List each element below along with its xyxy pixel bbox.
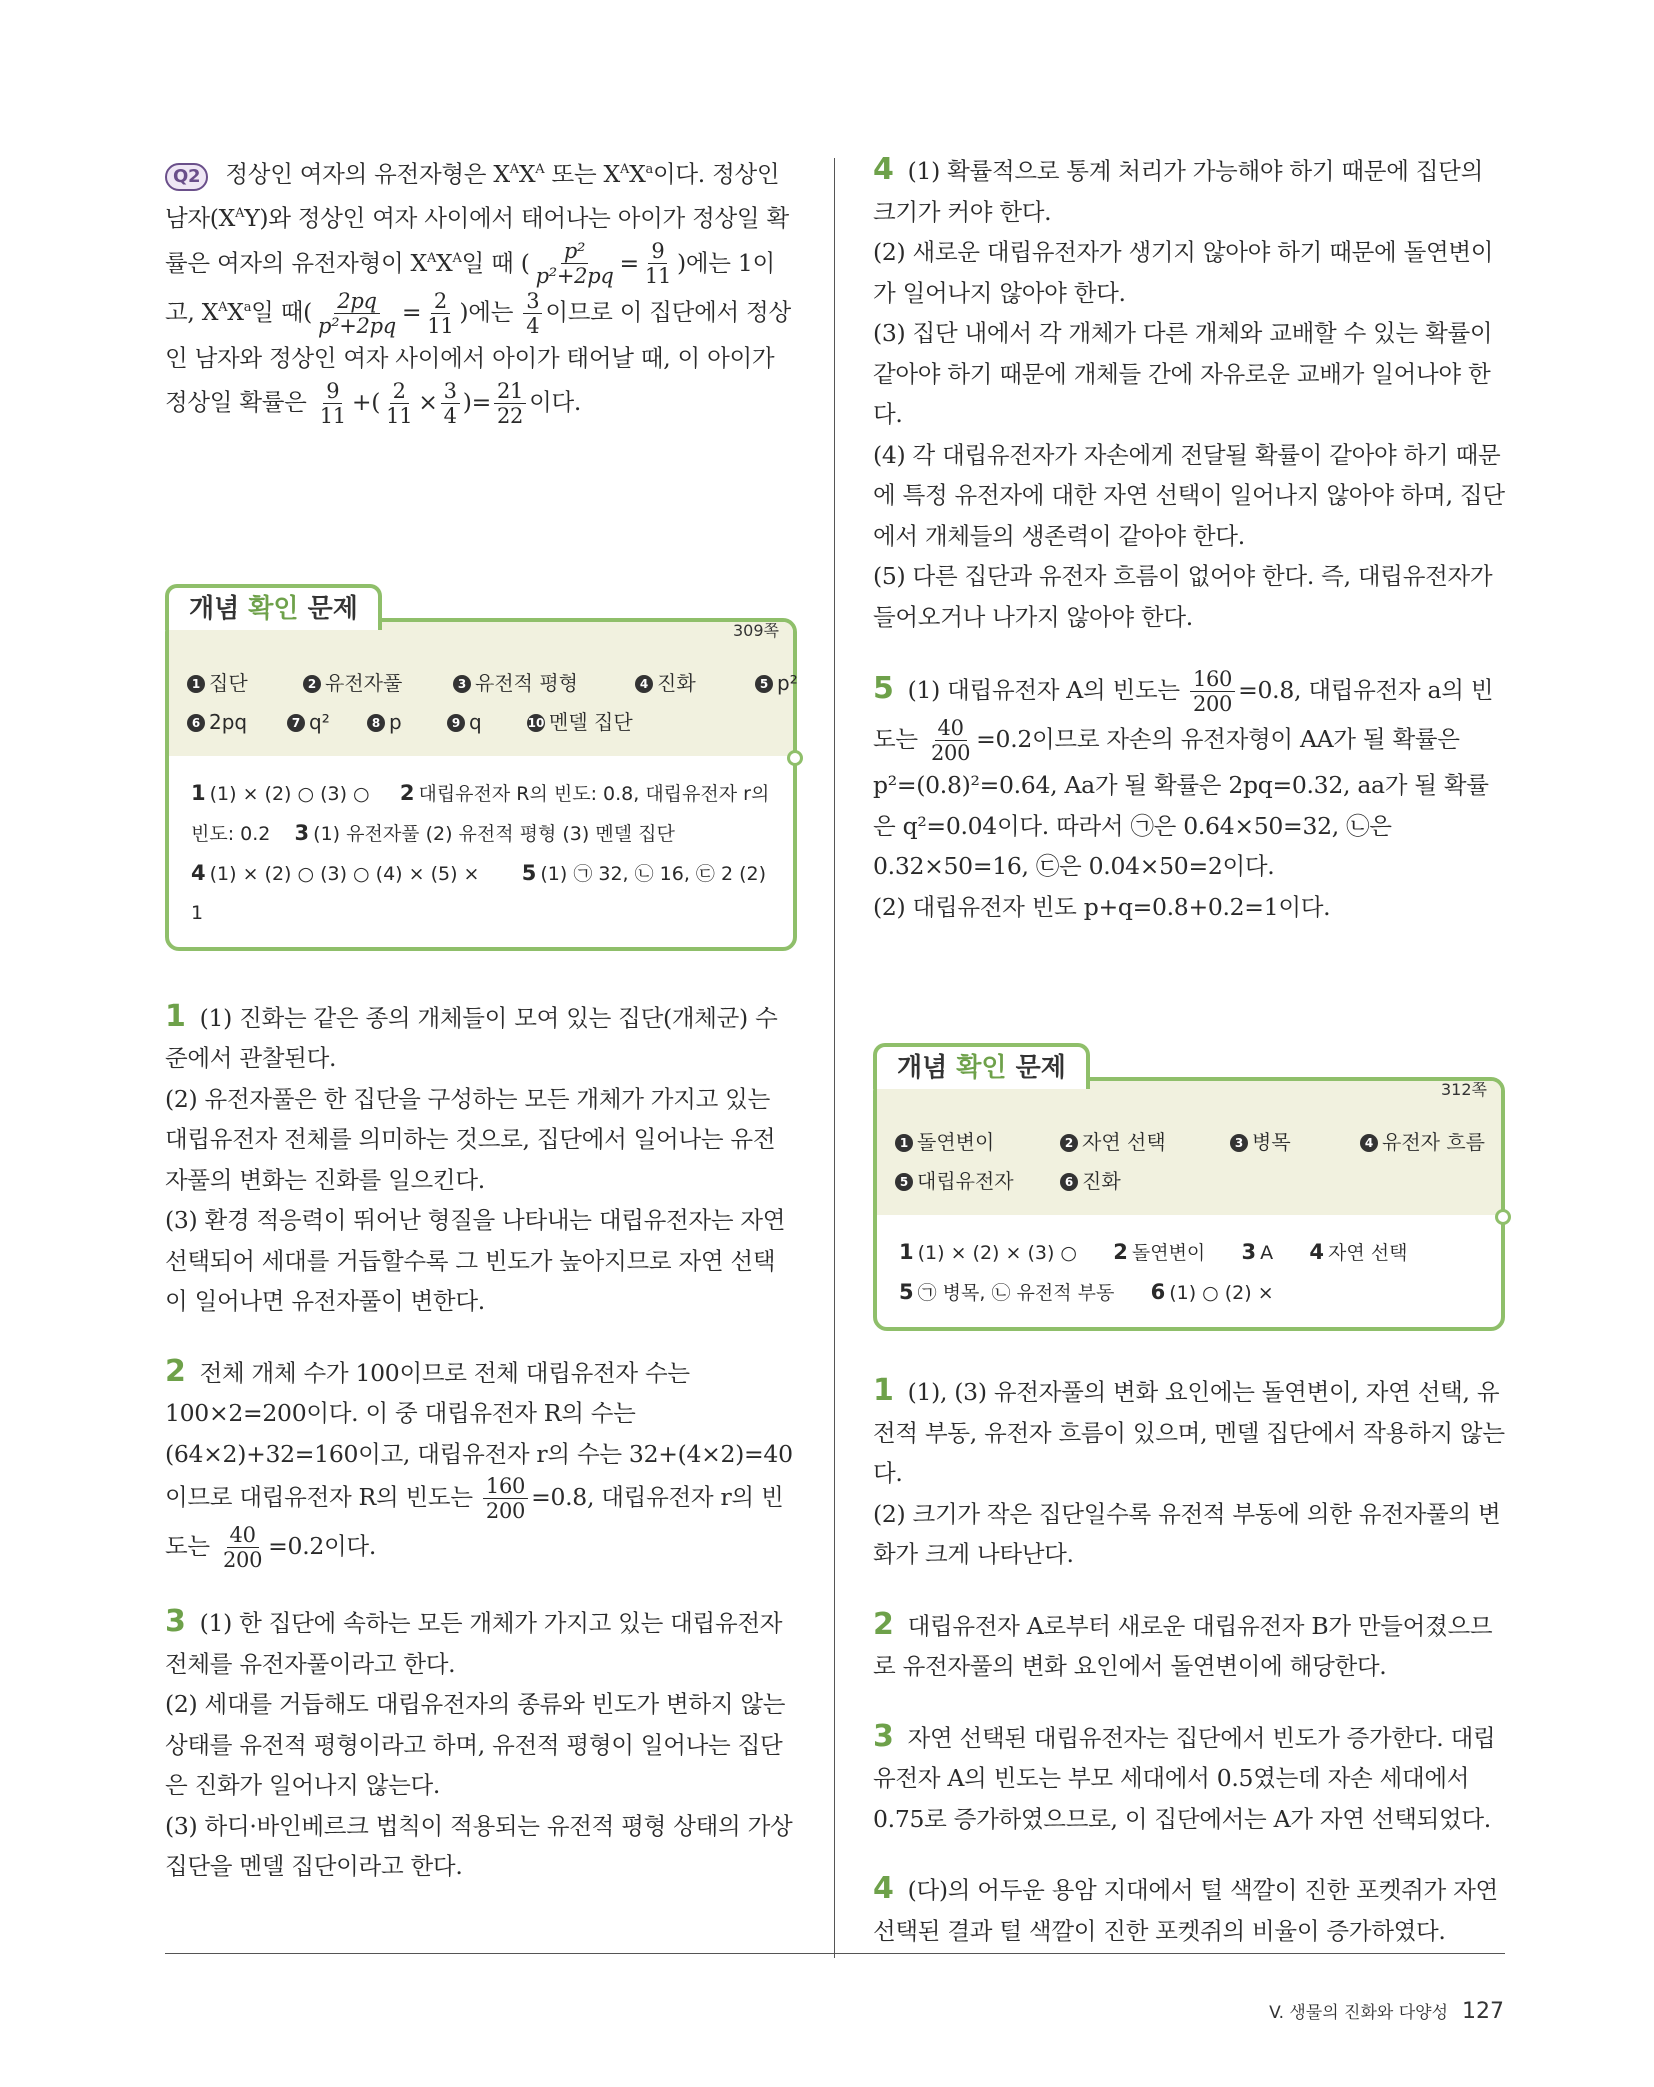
key-term: 10 멘델 집단 xyxy=(527,709,633,734)
explanation-r1: 1 (1), (3) 유전자풀의 변화 요인에는 돌연변이, 자연 선택, 유전적 부동, 유전자 흐름이 있으며, 멘델 집단에서 작용하지 않는다. (2) 크기가 작은 집단일수록 유전적 부동에 의한 유전자풀의 변화가 크게 나타난다. xyxy=(873,1373,1505,1568)
key-term: 2 자연 선택 xyxy=(1060,1123,1230,1162)
page-reference: 312쪽 xyxy=(1441,1080,1487,1099)
number-badge: 6 xyxy=(187,714,205,732)
key-term: 6 진화 xyxy=(1060,1162,1210,1201)
key-term: 5 p² xyxy=(755,664,815,703)
fraction: $\frac{9}{11}$ xyxy=(319,378,346,428)
fraction: $\frac{\text{p²}}{\text{p²+2pq}}$ xyxy=(535,239,614,289)
fraction: $\frac{2}{11}$ xyxy=(427,289,454,339)
key-term: 3 유전적 평형 xyxy=(453,664,635,703)
concept-check-tab: 개념 확인 문제 xyxy=(873,1043,1090,1089)
number-badge: 7 xyxy=(287,714,305,732)
key-term: 5 대립유전자 xyxy=(895,1162,1060,1201)
key-term: 1 집단 xyxy=(187,664,303,703)
fraction: $\frac{9}{11}$ xyxy=(644,239,672,289)
number-badge: 9 xyxy=(447,714,465,732)
explanation-r4: 4 (다)의 어두운 용암 지대에서 털 색깔이 진한 포켓쥐가 자연 선택된 결과 털 색깔이 진한 포켓쥐의 비율이 증가하였다. xyxy=(873,1871,1498,1945)
concept-check-box-309 xyxy=(165,593,798,951)
fraction: $\frac{3}{4}$ xyxy=(523,289,542,338)
column-divider xyxy=(834,158,835,1958)
right-column xyxy=(873,150,1505,1981)
number-badge: 2 xyxy=(1060,1134,1078,1152)
concept-check-tab: 개념 확인 문제 xyxy=(165,584,382,630)
explanation-r3: 3 자연 선택된 대립유전자는 집단에서 빈도가 증가한다. 대립유전자 A의 빈도는 부모 세대에서 0.5였는데 자손 세대에서 0.75로 증가하였으므로, 이 집단에서는 A가 자연 선택되었다. xyxy=(873,1718,1496,1833)
key-term: 8 p xyxy=(367,703,447,742)
fraction: $\frac{3}{4}$ xyxy=(441,379,460,428)
key-term: 2 유전자풀 xyxy=(303,664,453,703)
key-term: 4 진화 xyxy=(635,664,755,703)
answer-key: 1 (1) × (2) × (3) ○ 2 돌연변이 3 A 4 자연 선택 5 ㉠ 병목, ㉡ 유전적 부동 6 (1) ○ (2) × xyxy=(899,1240,1408,1304)
key-term: 1 돌연변이 xyxy=(895,1123,1060,1162)
number-badge: 3 xyxy=(1230,1134,1248,1152)
fraction: $\frac{2pq}{\text{p²+2pq}}$ xyxy=(318,289,396,339)
q2-answer: Q2 정상인 여자의 유전자형은 $X^AX^A$ 또는 $X^AX^a$이다. 정상인 남자$(X^AY)$와 정상인 여자 사이에서 태어나는 아이가 정상일 확률은 여자의 유전자형이 $X^AX^A$일 때 ( $\frac{\text{p²}}{\text{p²+2pq}}$ = $\frac{9}{11}$ )에는 1이고, $X^AX^a$일 때( $\frac{2pq}{\text{p²+2pq}}$ = $\frac{2}{11}$ )에는 $\frac{3}{4}$ 이므로 이 집단에서 정상인 남자와 정상인 여자 사이에서 아이가 태어날 때, 이 아이가 정상일 확률은 $\frac{9}{11}$ +( $\frac{2}{11}$ × $\frac{3}{4}$ )= $\frac{21}{22}$ 이다. xyxy=(165,159,791,428)
page-footer xyxy=(1269,1998,1504,2024)
number-badge: 5 xyxy=(755,675,773,693)
key-term: 3 병목 xyxy=(1230,1123,1360,1162)
chapter-title: V. 생물의 진화와 다양성 xyxy=(1269,2003,1448,2023)
explanation-2: 2 전체 개체 수가 100이므로 전체 대립유전자 수는 100×2=200이다. 이 중 대립유전자 R의 수는 (64×2)+32=160이고, 대립유전자 r의 수는 32+(4×2)=40이므로 대립유전자 R의 빈도는 $\frac{160}{200}$ =0.8, 대립유전자 r의 빈도는 $\frac{40}{200}$ =0.2이다. xyxy=(165,1353,793,1573)
number-badge: 8 xyxy=(367,714,385,732)
key-term: 4 유전자 흐름 xyxy=(1360,1123,1510,1162)
number-badge: 2 xyxy=(303,675,321,693)
explanation-3: 3 (1) 한 집단에 속하는 모든 개체가 가지고 있는 대립유전자 전체를 유전자풀이라고 한다. (2) 세대를 거듭해도 대립유전자의 종류와 빈도가 변하지 않는 상태를 유전적 평형이라고 하며, 유전적 평형이 일어나는 집단은 진화가 일어나지 않는다. (3) 하디·바인베르크 법칙이 적용되는 유전적 평형 상태의 가상 집단을 멘델 집단이라고 한다. xyxy=(165,1604,793,1881)
page-number: 127 xyxy=(1462,1999,1504,2024)
key-terms xyxy=(169,622,798,756)
fraction: $\frac{21}{22}$ xyxy=(494,379,526,428)
box-connector-dot xyxy=(1495,1209,1511,1225)
q2-badge: Q2 xyxy=(165,163,208,191)
number-badge: 4 xyxy=(1360,1134,1378,1152)
explanation-4: 4 (1) 확률적으로 통계 처리가 가능해야 하기 때문에 집단의 크기가 커야 한다. (2) 새로운 대립유전자가 생기지 않아야 하기 때문에 돌연변이가 일어나지 않아야 한다. (3) 집단 내에서 각 개체가 다른 개체와 교배할 수 있는 확률이 같아야 하기 때문에 개체들 간에 자유로운 교배가 일어나야 한다. (4) 각 대립유전자가 자손에게 전달될 확률이 같아야 하기 때문에 특정 유전자에 대한 자연 선택이 일어나지 않아야 하며, 집단에서 개체들의 생존력이 같아야 한다. (5) 다른 집단과 유전자 흐름이 없어야 한다. 즉, 대립유전자가 들어오거나 나가지 않아야 한다. xyxy=(873,152,1505,631)
key-term: 6 2pq xyxy=(187,703,287,742)
number-badge: 1 xyxy=(187,675,205,693)
number-badge: 6 xyxy=(1060,1173,1078,1191)
number-badge: 10 xyxy=(527,715,545,730)
key-term: 9 q xyxy=(447,703,527,742)
answer-key: 1 (1) × (2) ○ (3) ○ 2 대립유전자 R의 빈도: 0.8, 대립유전자 r의 빈도: 0.2 3 (1) 유전자풀 (2) 유전적 평형 (3) 멘델 집단 4 (1) × (2) ○ (3) ○ (4) × (5) × 5 (1) ㉠ 32, ㉡ 16, ㉢ 2 (2) 1 xyxy=(191,780,770,924)
explanation-r2: 2 대립유전자 A로부터 새로운 대립유전자 B가 만들어졌으므로 유전자풀의 변화 요인에서 돌연변이에 해당한다. xyxy=(873,1606,1493,1680)
number-badge: 1 xyxy=(895,1134,913,1152)
left-column xyxy=(165,150,797,1917)
fraction: $\frac{2}{11}$ xyxy=(386,378,413,428)
box-connector-dot xyxy=(787,750,803,766)
key-terms xyxy=(877,1081,1501,1215)
page-reference: 309쪽 xyxy=(733,620,779,640)
number-badge: 5 xyxy=(895,1173,913,1191)
number-badge: 3 xyxy=(453,675,471,693)
explanation-1: 1 (1) 진화는 같은 종의 개체들이 모여 있는 집단(개체군) 수준에서 관찰된다. (2) 유전자풀은 한 집단을 구성하는 모든 개체가 가지고 있는 대립유전자 전체를 의미하는 것으로, 집단에서 일어나는 유전자풀의 변화는 진화를 일으킨다. (3) 환경 적응력이 뛰어난 형질을 나타내는 대립유전자는 자연 선택되어 세대를 거듭할수록 그 빈도가 높아지므로 자연 선택이 일어나면 유전자풀이 변한다. xyxy=(165,998,786,1316)
concept-check-box-312 xyxy=(873,1053,1505,1331)
key-term: 7 q² xyxy=(287,703,367,742)
number-badge: 4 xyxy=(635,675,653,693)
explanation-5: 5 (1) 대립유전자 A의 빈도는 $\frac{160}{200}$ =0.8, 대립유전자 a의 빈도는 $\frac{40}{200}$ =0.2이므로 자손의 유전자형이 AA가 될 확률은 p²=(0.8)²=0.64, Aa가 될 확률은 2pq=0.32, aa가 될 확률은 q²=0.04이다. 따라서 ㉠은 0.64×50=32, ㉡은 0.32×50=16, ㉢은 0.04×50=2이다. (2) 대립유전자 빈도 p+q=0.8+0.2=1이다. xyxy=(873,667,1494,921)
